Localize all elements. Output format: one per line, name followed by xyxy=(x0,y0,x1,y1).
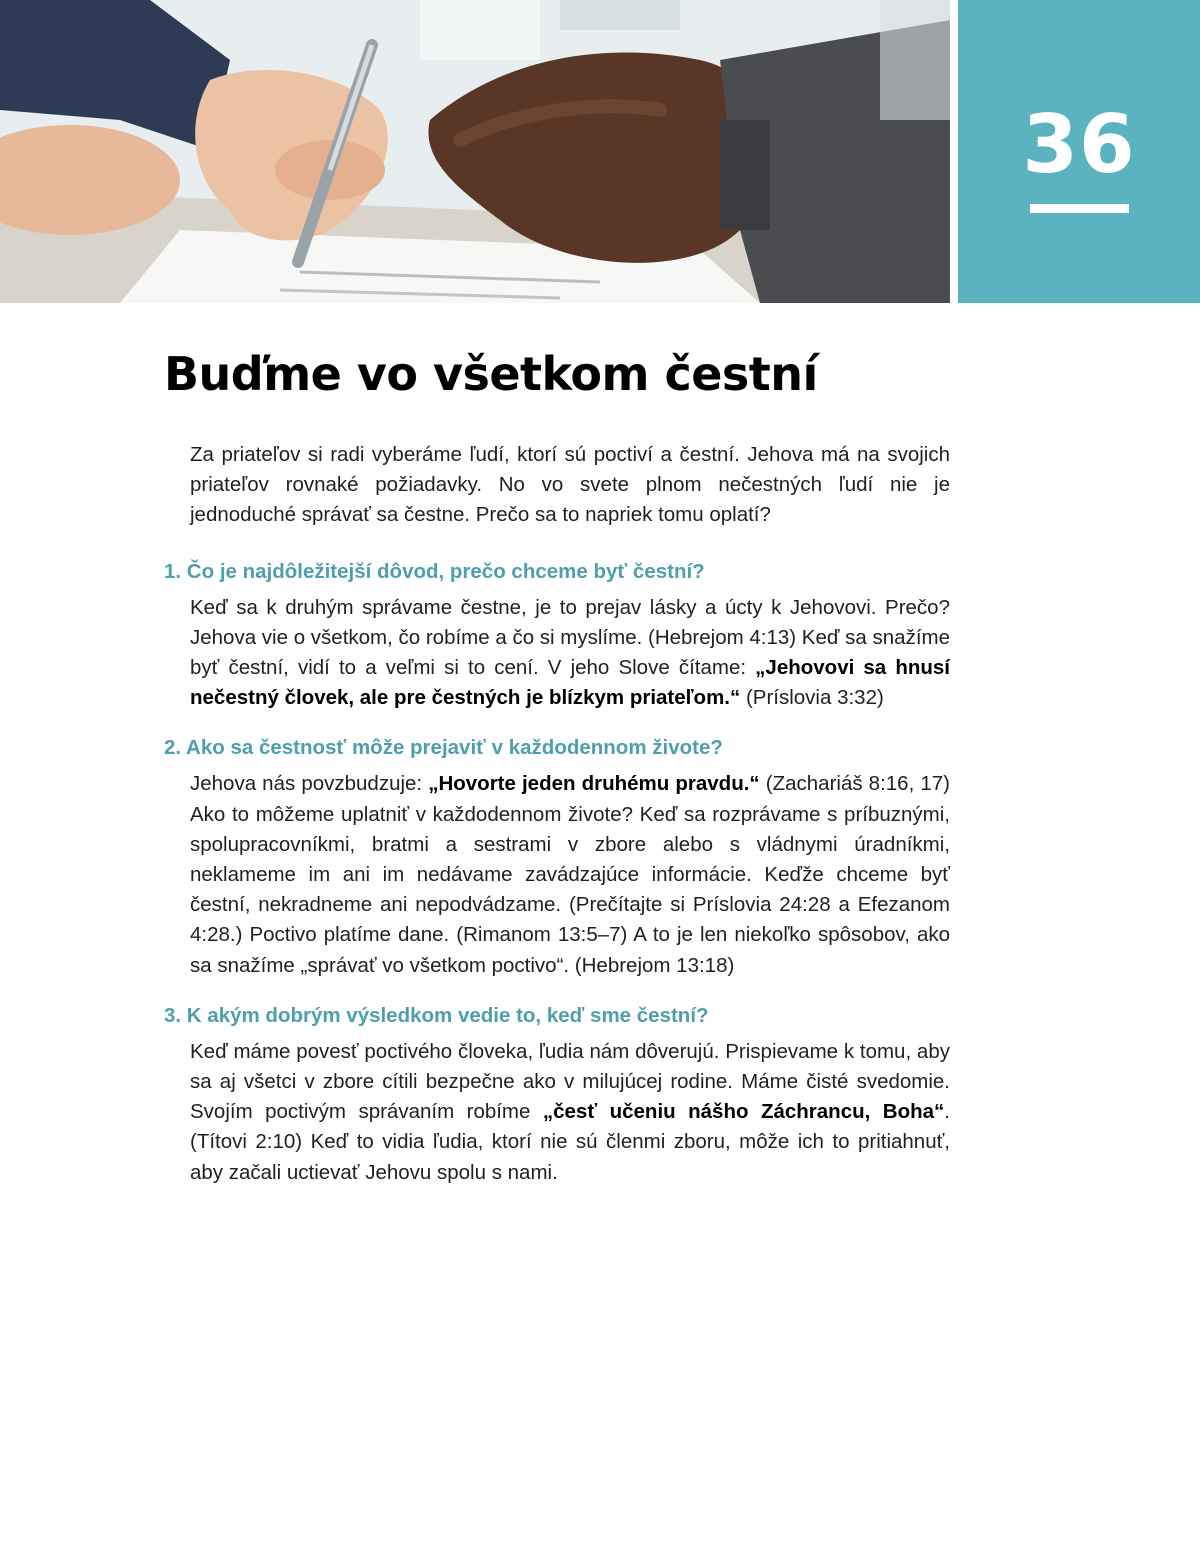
question-heading: 2. Ako sa čestnosť môže prejaviť v každodennom živote? xyxy=(164,736,723,760)
answer-text: Keď sa k druhým správame čestne, je to prejav lásky a úcty k Jehovovi. Prečo? Jehova vie o všetkom, čo robíme a čo si myslíme. (Hebrejom 4:13) Keď sa snažíme byť čestní, vidí to a veľmi si to cení. V jeho Slove čítame: xyxy=(190,595,951,680)
answer-paragraph xyxy=(190,769,950,980)
answer-paragraph xyxy=(190,593,950,714)
scripture-quote: „česť učeniu nášho Záchrancu, Boha“ xyxy=(542,1100,945,1124)
intro-paragraph: Za priateľov si radi vyberáme ľudí, ktorí sú poctiví a čestní. Jehova má na svojich priateľov rovnaké požiadavky. No vo svete plnom nečestných ľudí nie je jednoduché správať sa čestne. Prečo sa to napriek tomu oplatí? xyxy=(190,443,950,527)
hero-image xyxy=(0,0,950,303)
answer-text: (Príslovia 3:32) xyxy=(740,686,884,710)
section-2 xyxy=(164,733,950,980)
answer-text: (Zachariáš 8:16, 17) Ako to môžeme uplatniť v každodennom živote? Keď sa rozprávame s príbuznými, spolupracovníkmi, bratmi a sestrami v zbore alebo s vládnymi úradníkmi, neklameme im ani im nedávame zavádzajúce informácie. Keďže chceme byť čestní, nekradneme ani nepodvádzame. (Prečítajte si Príslovia 24:28 a Efezanom 4:28.) Poctivo platíme dane. (Rimanom 13:5–7) A to je len niekoľko spôsobov, ako sa snažíme „správať vo všetkom poctivo“. (Hebrejom 13:18) xyxy=(190,772,950,977)
question-heading: 1. Čo je najdôležitejší dôvod, prečo chceme byť čestní? xyxy=(164,559,705,583)
answer-text: . (Títovi 2:10) Keď to vidia ľudia, ktorí nie sú členmi zboru, môže ich to pritiahnuť, aby začali uctievať Jehovu spolu s nami. xyxy=(190,1100,950,1184)
lesson-number-badge xyxy=(958,0,1200,303)
lesson-number: 36 xyxy=(1022,98,1136,191)
page-title: Buďme vo všetkom čestní xyxy=(164,347,818,401)
answer-text: Keď máme povesť poctivého človeka, ľudia nám dôverujú. Prispievame k tomu, aby sa aj všetci v zbore cítili bezpečne ako v milujúcej rodine. Máme čisté svedomie. Svojím poctivým správaním robíme xyxy=(190,1039,950,1124)
lesson-body xyxy=(164,440,950,1208)
handshake-contract-photo xyxy=(0,0,950,303)
answer-text: Jehova nás povzbudzuje: xyxy=(190,772,429,796)
scripture-quote: „Jehovovi sa hnusí nečestný človek, ale pre čestných je blízkym priateľom.“ xyxy=(190,656,950,710)
scripture-quote: „Hovorte jeden druhému pravdu.“ xyxy=(428,772,760,796)
section-3 xyxy=(164,1001,950,1188)
answer-paragraph xyxy=(190,1037,950,1188)
badge-underline xyxy=(1030,204,1129,213)
question-heading: 3. K akým dobrým výsledkom vedie to, keď sme čestní? xyxy=(164,1003,709,1027)
section-1 xyxy=(164,557,950,714)
